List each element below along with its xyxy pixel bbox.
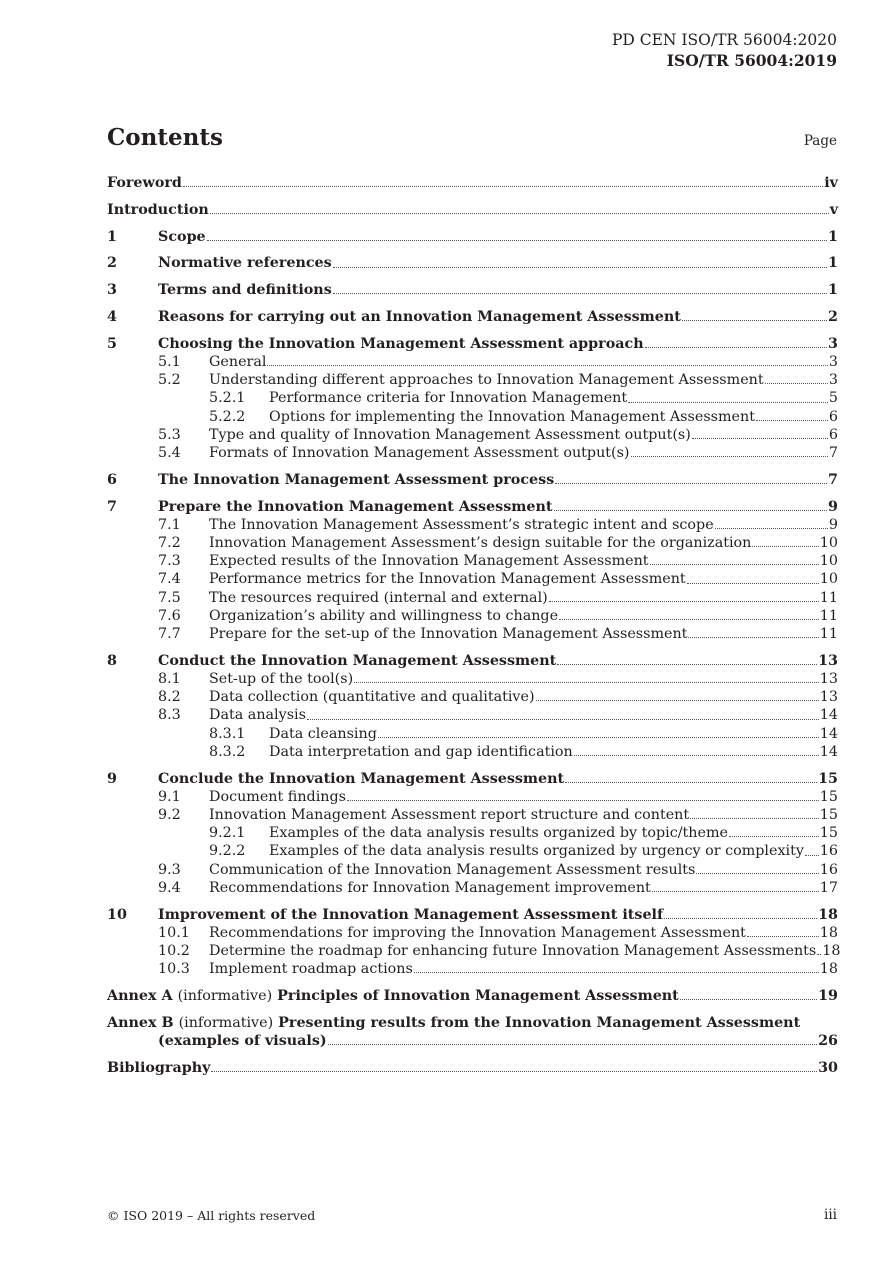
toc-entry-number: 7.3: [158, 553, 181, 570]
toc-entry-title: Recommendations for Innovation Management improvement: [209, 879, 651, 896]
toc-entry-number: 9.2: [158, 807, 181, 824]
toc-entry-title: Foreword: [107, 175, 182, 191]
toc-entry-page: 15: [819, 807, 838, 824]
toc-entry[interactable]: [107, 942, 841, 960]
toc-entry-title: Data collection (quantitative and qualitative): [209, 689, 535, 706]
toc-entry-title: Examples of the data analysis results organized by urgency or complexity: [269, 843, 804, 860]
toc-entry-title: Data cleansing: [269, 725, 377, 742]
toc-entry-title: Conclude the Innovation Management Assessment: [158, 770, 565, 787]
copyright-notice: © ISO 2019 – All rights reserved: [107, 1208, 316, 1223]
dot-leader: [210, 213, 829, 214]
dot-leader: [328, 1044, 817, 1045]
annex-type: (informative): [178, 1014, 274, 1031]
toc-entry-annex-a[interactable]: [107, 987, 838, 1005]
toc-entry-title: Conduct the Innovation Management Assessment: [158, 652, 557, 669]
dot-leader: [267, 365, 827, 366]
toc-entry-number: 8.2: [158, 689, 181, 706]
page-number: iii: [824, 1207, 837, 1223]
dot-leader: [817, 954, 821, 955]
toc-entry[interactable]: [107, 498, 838, 516]
toc-entry-title: Organization’s ability and willingness to change: [209, 607, 559, 624]
toc-entry[interactable]: [107, 408, 838, 426]
dot-leader: [574, 755, 819, 756]
toc-entry[interactable]: [107, 924, 838, 942]
toc-entry-number: 9.2.1: [209, 825, 246, 842]
toc-entry-page: 9: [828, 498, 838, 515]
toc-entry-title: The Innovation Management Assessment’s strategic intent and scope: [209, 516, 714, 533]
dot-leader: [765, 383, 828, 384]
dot-leader: [557, 664, 817, 665]
annex-b-line2: [107, 1032, 838, 1050]
standard-id: ISO/TR 56004:2019: [666, 51, 837, 70]
toc-entry-number: 7.1: [158, 516, 181, 533]
toc-entry-page: 13: [819, 689, 838, 706]
dot-leader: [628, 402, 828, 403]
toc-entry[interactable]: [107, 607, 838, 625]
toc-entry-page: 16: [819, 861, 838, 878]
dot-leader: [554, 510, 828, 511]
toc-entry-title: Expected results of the Innovation Management Assessment: [209, 553, 649, 570]
dot-leader: [307, 719, 819, 720]
toc-entry[interactable]: [107, 471, 838, 489]
toc-entry-title: Reasons for carrying out an Innovation Management Assessment: [158, 308, 681, 325]
toc-entry-number: 10: [107, 906, 127, 923]
toc-entry-title: Implement roadmap actions: [209, 961, 413, 978]
toc-entry-number: 5.3: [158, 426, 181, 443]
dot-leader: [536, 700, 819, 701]
toc-entry[interactable]: [107, 570, 838, 588]
toc-entry-page: 10: [819, 553, 838, 570]
dot-leader: [378, 737, 819, 738]
toc-entry-title: Introduction: [107, 201, 209, 218]
dot-leader: [680, 999, 817, 1000]
toc-entry-number: 9: [107, 770, 117, 787]
annex-type: (informative): [177, 988, 273, 1005]
toc-entry-page: iv: [824, 175, 838, 191]
toc-entry-number: 10.1: [158, 924, 190, 941]
toc-entry[interactable]: [107, 770, 838, 788]
toc-entry[interactable]: [107, 371, 838, 389]
toc-entry-page: 1: [828, 228, 838, 245]
toc-entry[interactable]: [107, 960, 838, 978]
dot-leader: [645, 347, 827, 348]
toc-entry-title: Set-up of the tool(s): [209, 671, 354, 688]
toc-entry-number: 9.2.2: [209, 843, 246, 860]
toc-entry-title: Terms and definitions: [158, 282, 332, 299]
toc-entry[interactable]: [107, 706, 838, 724]
toc-entry[interactable]: [107, 788, 838, 806]
toc-entry-page: 11: [819, 589, 838, 606]
toc-entry-title: [107, 987, 679, 1005]
toc-entry[interactable]: [107, 353, 838, 371]
annex-title: Presenting results from the Innovation Management Assessment: [278, 1014, 801, 1031]
toc-entry-number: 7.4: [158, 571, 181, 588]
dot-leader: [650, 564, 819, 565]
toc-entry-title: Data analysis: [209, 707, 306, 724]
toc-entry[interactable]: [107, 254, 838, 272]
toc-entry-title: Innovation Management Assessment’s design suitable for the organization: [209, 535, 752, 551]
toc-entry[interactable]: [107, 670, 838, 688]
toc-entry-number: 9.1: [158, 788, 181, 805]
toc-entry-page: 14: [819, 725, 838, 742]
dot-leader: [549, 601, 819, 602]
toc-entry-title: Formats of Innovation Management Assessment output(s): [209, 445, 630, 461]
dot-leader: [688, 637, 818, 638]
dot-leader: [555, 483, 827, 484]
toc-entry[interactable]: [107, 335, 838, 353]
toc-entry[interactable]: [107, 842, 838, 860]
toc-entry-number: 7.2: [158, 535, 181, 551]
toc-entry-page: 5: [828, 390, 838, 407]
toc-entry-page: 3: [828, 335, 838, 352]
document-id: PD CEN ISO/TR 56004:2020: [611, 31, 837, 49]
toc-entry-number: 7.7: [158, 626, 181, 643]
page-column-label: Page: [803, 133, 837, 149]
toc-entry-page: 9: [828, 516, 838, 533]
toc-entry-title: Options for implementing the Innovation Management Assessment: [269, 408, 755, 425]
toc-entry-number: 2: [107, 255, 117, 272]
dot-leader: [752, 546, 818, 547]
toc-entry-page: 2: [828, 308, 838, 325]
dot-leader: [696, 873, 818, 874]
toc-entry-title: Normative references: [158, 255, 332, 272]
dot-leader: [333, 267, 827, 268]
dot-leader: [692, 438, 828, 439]
toc-entry-page: 13: [819, 671, 838, 688]
toc-entry-number: 7: [107, 498, 117, 515]
toc-entry-title: Prepare the Innovation Management Assessment: [158, 498, 553, 515]
toc-entry-title: Document findings: [209, 788, 346, 805]
dot-leader: [207, 240, 827, 241]
toc-entry-page: 18: [819, 924, 838, 941]
toc-entry[interactable]: [107, 281, 838, 299]
toc-entry[interactable]: [107, 688, 838, 706]
toc-entry-number: 1: [107, 228, 117, 245]
dot-leader: [354, 682, 819, 683]
dot-leader: [333, 293, 827, 294]
toc-entry-number: 10.3: [158, 961, 190, 978]
toc-entry-page: 6: [828, 408, 838, 425]
toc-entry-number: 4: [107, 308, 117, 325]
toc-entry-page: 18: [819, 961, 838, 978]
toc-entry[interactable]: [107, 444, 838, 462]
toc-entry[interactable]: [107, 308, 838, 326]
toc-entry-page: 13: [818, 652, 838, 669]
toc-entry-number: 5.2.1: [209, 390, 246, 407]
toc-entry-page: 19: [818, 988, 838, 1005]
toc-entry[interactable]: [107, 389, 838, 407]
toc-entry-title: Improvement of the Innovation Management Assessment itself: [158, 906, 664, 923]
toc-entry-number: 8.3: [158, 707, 181, 724]
toc-entry-page: 6: [828, 426, 838, 443]
toc-entry-page: 14: [819, 743, 838, 760]
dot-leader: [682, 320, 827, 321]
toc-entry-page: 7: [828, 445, 838, 461]
dot-leader: [729, 836, 819, 837]
dot-leader: [414, 972, 819, 973]
toc-entry-title: Performance criteria for Innovation Management: [269, 390, 628, 407]
dot-leader: [690, 818, 819, 819]
dot-leader: [183, 186, 823, 187]
toc-entry[interactable]: [107, 725, 838, 743]
toc-entry-number: 5: [107, 335, 117, 352]
toc-entry[interactable]: [107, 516, 838, 534]
toc-entry[interactable]: [107, 861, 838, 879]
toc-entry-number: 6: [107, 471, 117, 488]
dot-leader: [756, 420, 828, 421]
toc-entry-number: 5.1: [158, 353, 181, 370]
toc-entry[interactable]: [107, 743, 838, 761]
toc-entry-number: 8.1: [158, 671, 181, 688]
toc-entry-title: The resources required (internal and external): [209, 589, 548, 606]
toc-entry[interactable]: [107, 879, 838, 897]
toc-entry-page: 18: [822, 943, 841, 960]
toc-entry-page: 18: [818, 906, 838, 923]
toc-entry-number: 9.4: [158, 879, 181, 896]
toc-entry-page: 16: [819, 843, 838, 860]
toc-entry[interactable]: [107, 806, 838, 824]
toc-entry-page: 30: [818, 1059, 838, 1076]
toc-entry[interactable]: [107, 174, 838, 192]
toc-entry-page: 14: [819, 707, 838, 724]
toc-entry-page: 3: [828, 353, 838, 370]
dot-leader: [805, 855, 819, 856]
toc-entry-page: 17: [819, 879, 838, 896]
dot-leader: [747, 936, 819, 937]
toc-entry-title: Scope: [158, 228, 206, 245]
page-title: Contents: [107, 124, 223, 151]
toc-entry-number: 3: [107, 282, 117, 299]
annex-label: Annex A: [107, 988, 173, 1005]
toc-entry-title: Performance metrics for the Innovation Management Assessment: [209, 571, 686, 588]
toc-entry-title: Innovation Management Assessment report structure and content: [209, 807, 690, 824]
toc-entry-title: Communication of the Innovation Management Assessment results: [209, 861, 696, 878]
toc-entry-page: 26: [818, 1033, 838, 1050]
toc-entry-title: Type and quality of Innovation Management Assessment output(s): [209, 426, 691, 443]
toc-entry-number: 9.3: [158, 861, 181, 878]
dot-leader: [211, 1071, 817, 1072]
toc-entry[interactable]: [107, 426, 838, 444]
annex-title: Principles of Innovation Management Assessment: [277, 988, 679, 1005]
toc-entry-page: 3: [828, 372, 838, 389]
toc-entry-title: Recommendations for improving the Innovation Management Assessment: [209, 924, 746, 941]
toc-entry-annex-b[interactable]: [107, 1014, 838, 1050]
toc-entry-number: 5.4: [158, 445, 181, 461]
toc-entry[interactable]: [107, 589, 838, 607]
annex-title-continued: (examples of visuals): [158, 1033, 327, 1050]
dot-leader: [687, 583, 819, 584]
toc-entry-page: 1: [828, 255, 838, 272]
toc-entry-number: 10.2: [158, 943, 190, 960]
dot-leader: [652, 891, 819, 892]
toc-entry-title: Determine the roadmap for enhancing future Innovation Management Assessments: [209, 943, 817, 960]
dot-leader: [664, 918, 817, 919]
toc-entry-page: 1: [828, 282, 838, 299]
dot-leader: [565, 782, 817, 783]
toc-entry-page: v: [829, 201, 838, 218]
toc-entry-title: Prepare for the set-up of the Innovation Management Assessment: [209, 626, 688, 643]
toc-entry[interactable]: [107, 625, 838, 643]
toc-entry-page: 10: [819, 535, 838, 551]
toc-entry[interactable]: [107, 652, 838, 670]
toc-entry-page: 11: [819, 607, 838, 624]
toc-entry[interactable]: [107, 552, 838, 570]
toc-entry-title: The Innovation Management Assessment process: [158, 471, 555, 488]
toc-entry-number: 5.2.2: [209, 408, 246, 425]
annex-b-line1: [107, 1014, 838, 1032]
toc-entry-number: 5.2: [158, 372, 181, 389]
toc-entry-bibliography[interactable]: [107, 1059, 838, 1077]
toc-entry-number: 7.5: [158, 589, 181, 606]
table-of-contents: [107, 174, 841, 1077]
toc-entry[interactable]: [107, 201, 838, 219]
toc-entry-title: Bibliography: [107, 1059, 211, 1076]
toc-entry-page: 15: [818, 770, 838, 787]
toc-entry-page: 11: [819, 626, 838, 643]
toc-entry-page: 15: [819, 788, 838, 805]
toc-entry-title: Examples of the data analysis results organized by topic/theme: [269, 825, 728, 842]
toc-entry-title: General: [209, 353, 267, 370]
toc-entry-page: 7: [828, 471, 838, 488]
annex-label: Annex B: [107, 1014, 174, 1031]
dot-leader: [347, 800, 819, 801]
toc-entry-page: 10: [819, 571, 838, 588]
toc-entry[interactable]: [107, 906, 838, 924]
toc-entry[interactable]: [107, 228, 838, 246]
toc-entry-number: 8.3.1: [209, 725, 246, 742]
toc-entry-title: Understanding different approaches to Innovation Management Assessment: [209, 372, 764, 389]
toc-entry-number: 8: [107, 652, 117, 669]
toc-entry-number: 8.3.2: [209, 743, 246, 760]
toc-entries: [107, 174, 841, 978]
toc-entry-page: 15: [819, 825, 838, 842]
toc-entry-title: Data interpretation and gap identification: [269, 743, 573, 760]
dot-leader: [631, 456, 828, 457]
toc-entry[interactable]: [107, 534, 838, 552]
toc-entry[interactable]: [107, 824, 838, 842]
dot-leader: [715, 528, 828, 529]
dot-leader: [559, 619, 819, 620]
toc-entry-number: 7.6: [158, 607, 181, 624]
toc-entry-title: Choosing the Innovation Management Assessment approach: [158, 335, 644, 352]
